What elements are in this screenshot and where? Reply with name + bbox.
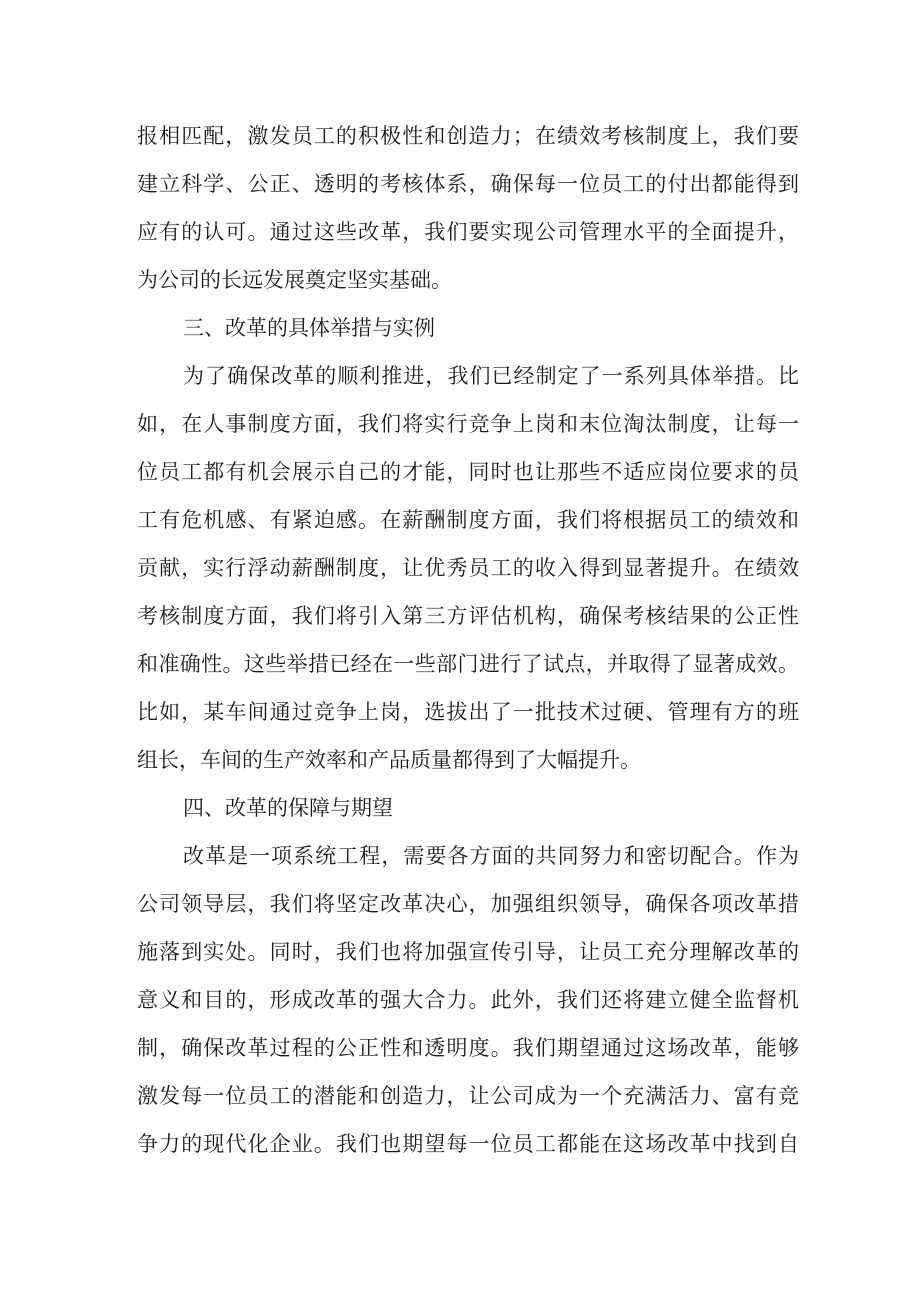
- text-line: 比如，某车间通过竞争上岗，选拔出了一批技术过硬、管理有方的班: [137, 700, 799, 724]
- text-line: 位员工都有机会展示自己的才能，同时也让那些不适应岗位要求的员: [137, 460, 799, 484]
- text-line: 为公司的长远发展奠定坚实基础。: [137, 268, 452, 292]
- text-line: 考核制度方面，我们将引入第三方评估机构，确保考核结果的公正性: [137, 604, 799, 628]
- text-line: 意义和目的，形成改革的强大合力。此外，我们还将建立健全监督机: [137, 988, 799, 1012]
- text-line: 和准确性。这些举措已经在一些部门进行了试点，并取得了显著成效。: [137, 652, 799, 676]
- text-line: 建立科学、公正、透明的考核体系，确保每一位员工的付出都能得到: [137, 172, 799, 196]
- section-heading-4: 四、改革的保障与期望: [183, 796, 393, 820]
- section-heading-3: 三、改革的具体举措与实例: [183, 316, 435, 340]
- document-body: [137, 112, 799, 1168]
- text-line: 工有危机感、有紧迫感。在薪酬制度方面，我们将根据员工的绩效和: [137, 508, 799, 532]
- text-line: 应有的认可。通过这些改革，我们要实现公司管理水平的全面提升，: [137, 220, 799, 244]
- text-line: 如，在人事制度方面，我们将实行竞争上岗和末位淘汰制度，让每一: [137, 412, 799, 436]
- text-line: 贡献，实行浮动薪酬制度，让优秀员工的收入得到显著提升。在绩效: [137, 556, 799, 580]
- text-line: 激发每一位员工的潜能和创造力，让公司成为一个充满活力、富有竞: [137, 1084, 799, 1108]
- text-line: 施落到实处。同时，我们也将加强宣传引导，让员工充分理解改革的: [137, 940, 799, 964]
- text-line: 制，确保改革过程的公正性和透明度。我们期望通过这场改革，能够: [137, 1036, 799, 1060]
- text-line: 报相匹配，激发员工的积极性和创造力；在绩效考核制度上，我们要: [137, 124, 799, 148]
- text-line: 组长，车间的生产效率和产品质量都得到了大幅提升。: [137, 748, 641, 772]
- text-line: 公司领导层，我们将坚定改革决心，加强组织领导，确保各项改革措: [137, 892, 799, 916]
- text-line: 争力的现代化企业。我们也期望每一位员工都能在这场改革中找到自: [137, 1132, 799, 1156]
- text-line: 为了确保改革的顺利推进，我们已经制定了一系列具体举措。比: [183, 364, 799, 388]
- text-line: 改革是一项系统工程，需要各方面的共同努力和密切配合。作为: [183, 844, 799, 868]
